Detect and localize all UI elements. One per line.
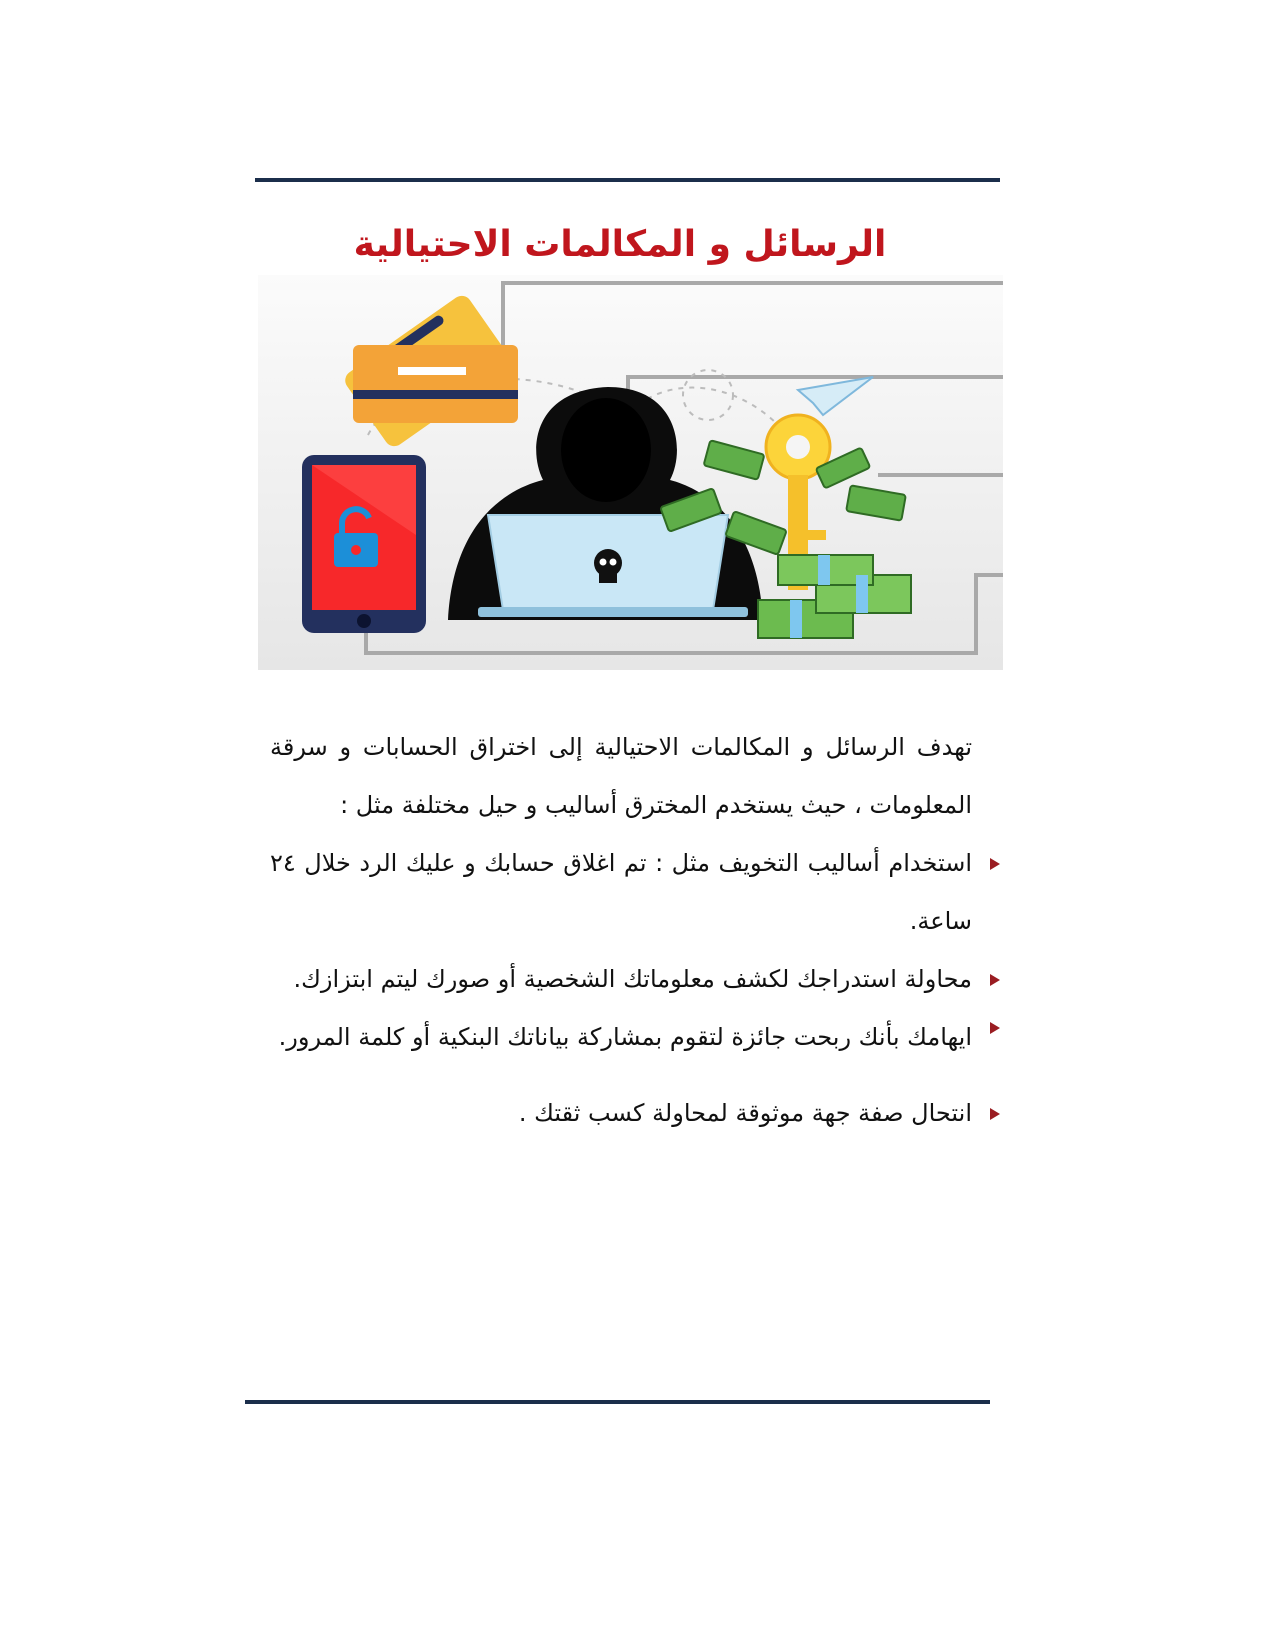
bottom-divider — [245, 1400, 990, 1404]
intro-paragraph: تهدف الرسائل و المكالمات الاحتيالية إلى اختراق الحسابات و سرقة المعلومات ، حيث يستخدم المخترق أساليب و حيل مختلفة مثل : — [270, 733, 972, 819]
phone-unlock-icon — [302, 455, 426, 633]
list-item — [270, 1008, 972, 1056]
list-item-text: انتحال صفة جهة موثوقة لمحاولة كسب ثقتك . — [518, 1099, 972, 1127]
page-title: الرسائل و المكالمات الاحتيالية — [353, 224, 887, 266]
bullet-arrow-icon — [990, 974, 1000, 986]
bullet-arrow-icon — [990, 1022, 1000, 1034]
article-body — [270, 718, 972, 1142]
bullet-arrow-icon — [990, 858, 1000, 870]
list-item-text: محاولة استدراجك لكشف معلوماتك الشخصية أو صورك ليتم ابتزازك. — [293, 965, 972, 993]
list-item — [270, 950, 972, 1008]
list-item — [270, 1084, 972, 1142]
list-item-text: ايهامك بأنك ربحت جائزة لتقوم بمشاركة بياناتك البنكية أو كلمة المرور. — [278, 1023, 972, 1051]
list-item-text: استخدام أساليب التخويف مثل : تم اغلاق حسابك و عليك الرد خلال ٢٤ ساعة. — [270, 849, 972, 935]
bullet-arrow-icon — [990, 1108, 1000, 1120]
list-item — [270, 834, 972, 950]
hacker-illustration — [258, 275, 1003, 670]
method-list — [270, 834, 972, 1142]
laptop-skull-icon — [478, 515, 748, 617]
top-divider — [255, 178, 1000, 182]
